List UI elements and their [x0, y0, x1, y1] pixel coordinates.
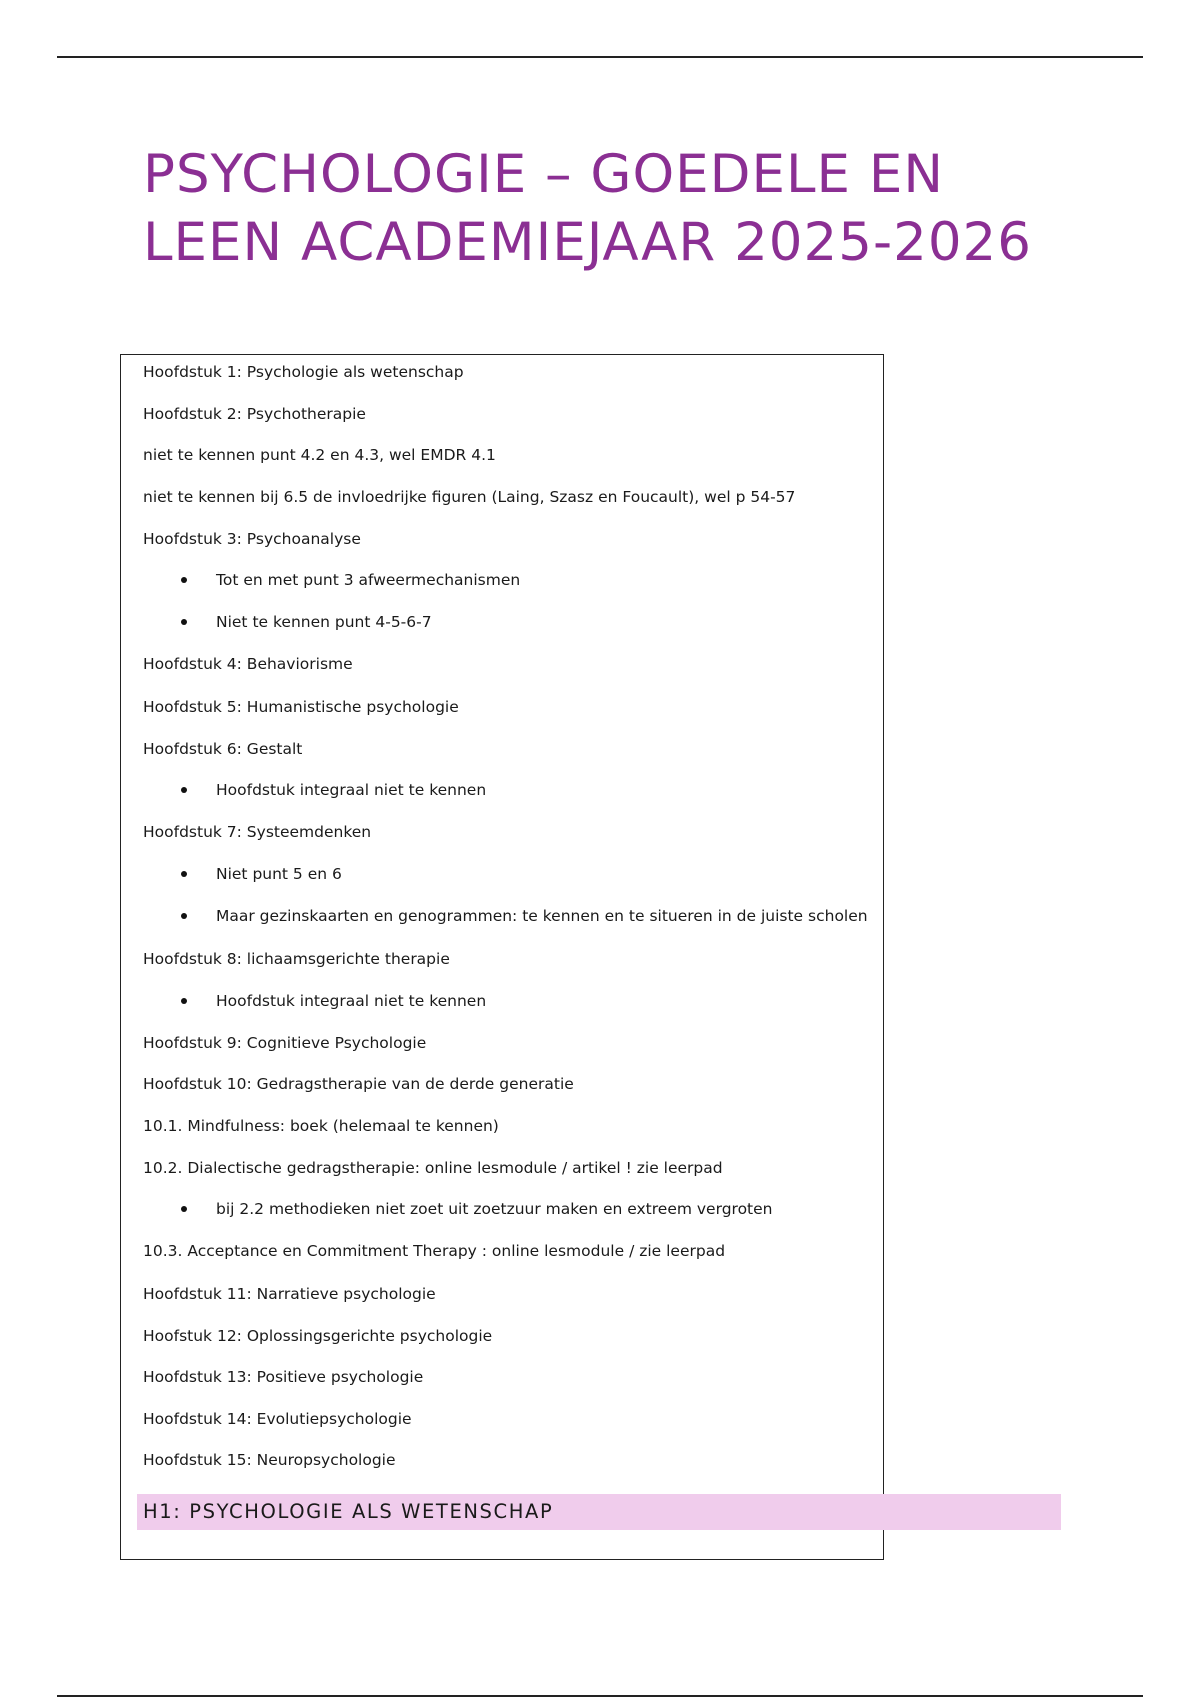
top-rule — [57, 56, 1143, 58]
toc-item: Hoofdstuk 8: lichaamsgerichte therapie — [143, 950, 450, 968]
toc-item: 10.2. Dialectische gedragstherapie: online lesmodule / artikel ! zie leerpad — [143, 1159, 723, 1177]
toc-bullet-item: Niet punt 5 en 6 — [216, 865, 342, 883]
toc-item: Hoofstuk 12: Oplossingsgerichte psychologie — [143, 1327, 493, 1345]
toc-item: 10.3. Acceptance en Commitment Therapy : online lesmodule / zie leerpad — [143, 1242, 726, 1260]
toc-bullet-item: Tot en met punt 3 afweermechanismen — [216, 571, 521, 589]
toc-item: Hoofdstuk 14: Evolutiepsychologie — [143, 1410, 412, 1428]
toc-item: Hoofdstuk 13: Positieve psychologie — [143, 1368, 424, 1386]
toc-item: Hoofdstuk 11: Narratieve psychologie — [143, 1285, 436, 1303]
toc-item: niet te kennen bij 6.5 de invloedrijke figuren (Laing, Szasz en Foucault), wel p 54-57 — [143, 488, 796, 506]
toc-item: Hoofdstuk 7: Systeemdenken — [143, 823, 372, 841]
toc-bullet-item: Maar gezinskaarten en genogrammen: te kennen en te situeren in de juiste scholen — [216, 907, 868, 925]
toc-item: Hoofdstuk 15: Neuropsychologie — [143, 1451, 396, 1469]
toc-item: Hoofdstuk 3: Psychoanalyse — [143, 530, 361, 548]
toc-bullet-item: Hoofdstuk integraal niet te kennen — [216, 992, 487, 1010]
document-title: PSYCHOLOGIE – GOEDELE EN LEEN ACADEMIEJAAR 2025-2026 — [143, 144, 1032, 273]
toc-bullet-item: Hoofdstuk integraal niet te kennen — [216, 781, 487, 799]
toc-item: Hoofdstuk 6: Gestalt — [143, 740, 303, 758]
toc-item: niet te kennen punt 4.2 en 4.3, wel EMDR 4.1 — [143, 446, 496, 464]
toc-item: Hoofdstuk 2: Psychotherapie — [143, 405, 366, 423]
toc-item: Hoofdstuk 5: Humanistische psychologie — [143, 698, 459, 716]
toc-item: Hoofdstuk 1: Psychologie als wetenschap — [143, 363, 464, 381]
toc-bullet-item: Niet te kennen punt 4-5-6-7 — [216, 613, 432, 631]
toc-bullet-item: bij 2.2 methodieken niet zoet uit zoetzuur maken en extreem vergroten — [216, 1200, 773, 1218]
toc-item: Hoofdstuk 9: Cognitieve Psychologie — [143, 1034, 427, 1052]
toc-item: 10.1. Mindfulness: boek (helemaal te kennen) — [143, 1117, 499, 1135]
toc-item: Hoofdstuk 4: Behaviorisme — [143, 655, 353, 673]
toc-item: Hoofdstuk 10: Gedragstherapie van de derde generatie — [143, 1075, 574, 1093]
section-heading: H1: PSYCHOLOGIE ALS WETENSCHAP — [143, 1500, 554, 1523]
bottom-rule — [57, 1695, 1143, 1697]
